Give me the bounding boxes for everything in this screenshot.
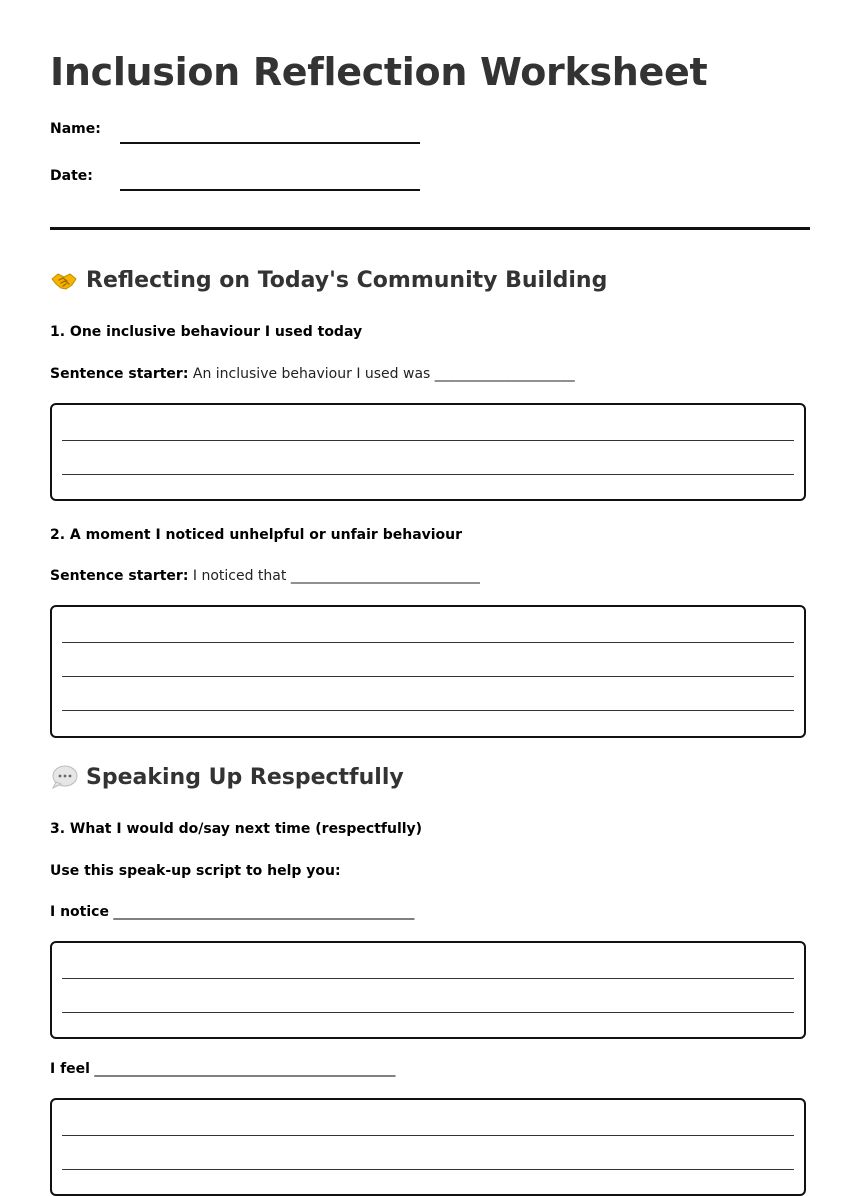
name-label: Name: [50,121,101,137]
question-2-answer-box[interactable] [50,605,806,738]
question-3-prompt: 3. What I would do/say next time (respectfully) [50,821,423,837]
script-feel-label: I feel [50,1061,90,1077]
script-notice [50,904,414,920]
speech-bubble-icon [50,764,78,790]
script-feel-blank: ___________________________________________ [89,1061,396,1077]
date-field[interactable] [120,189,420,191]
starter-label: Sentence starter: [50,366,189,382]
script-notice-label: I notice [50,904,109,920]
answer-line [62,710,794,711]
answer-line [62,440,794,441]
answer-line [62,978,794,979]
question-1-prompt: 1. One inclusive behaviour I used today [50,324,363,340]
section-heading-community-text: Reflecting on Today's Community Building [86,267,608,293]
page-title: Inclusion Reflection Worksheet [50,50,708,94]
date-field-row [50,168,450,192]
starter-label: Sentence starter: [50,568,189,584]
script-feel [50,1061,395,1077]
answer-line [62,1012,794,1013]
script-notice-blank: ___________________________________________ [108,904,415,920]
answer-line [62,676,794,677]
section-heading-speaking [50,764,404,790]
name-field-row [50,121,450,145]
section-heading-community [50,267,607,293]
answer-line [62,1135,794,1136]
question-1-starter [50,366,575,382]
answer-line [62,1169,794,1170]
question-2-prompt: 2. A moment I noticed unhelpful or unfair behaviour [50,527,463,543]
starter-text: An inclusive behaviour I used was ____________________ [188,366,575,382]
answer-line [62,642,794,643]
starter-text: I noticed that ___________________________ [188,568,480,584]
question-2-starter [50,568,480,584]
question-1-answer-box[interactable] [50,403,806,501]
handshake-icon [50,267,78,293]
speak-up-helper: Use this speak-up script to help you: [50,863,341,879]
answer-line [62,474,794,475]
feel-answer-box[interactable] [50,1098,806,1196]
notice-answer-box[interactable] [50,941,806,1039]
section-heading-speaking-text: Speaking Up Respectfully [86,764,404,790]
name-field[interactable] [120,142,420,144]
date-label: Date: [50,168,93,184]
header-divider [50,227,810,230]
